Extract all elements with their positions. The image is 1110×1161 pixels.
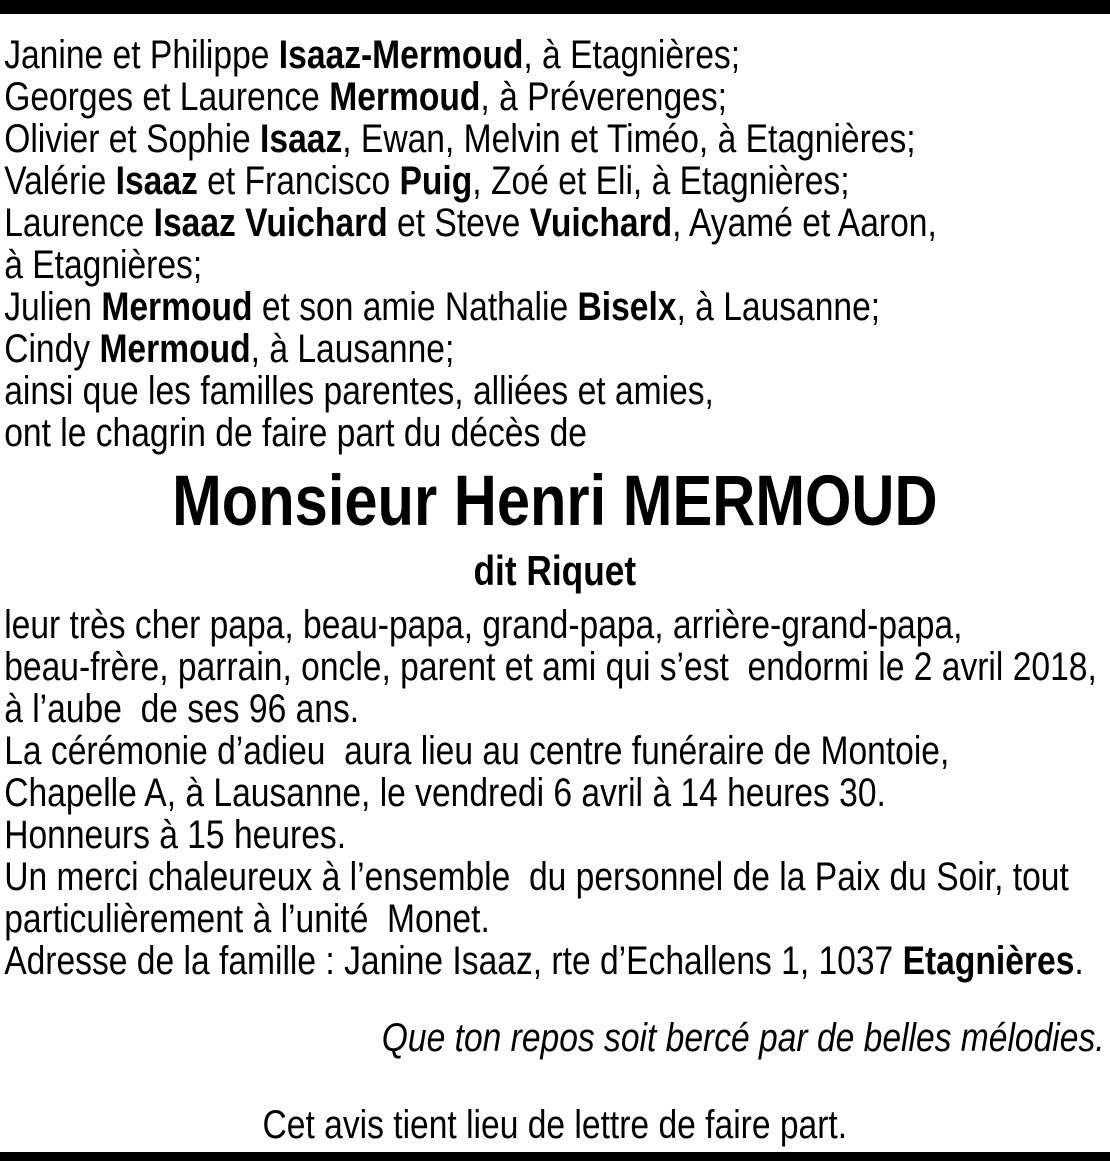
notice-line: à l’aube de ses 96 ans. bbox=[4, 687, 360, 731]
notice-line: beau-frère, parrain, oncle, parent et ami qui s’est endormi le 2 avril 2018, bbox=[4, 645, 1097, 689]
notice-line: Cindy Mermoud, à Lausanne; bbox=[4, 327, 455, 371]
notice-line: Valérie Isaaz et Francisco Puig, Zoé et Eli, à Etagnières; bbox=[4, 159, 850, 203]
notice-line: La cérémonie d’adieu aura lieu au centre funéraire de Montoie, bbox=[4, 729, 950, 773]
deceased-nickname: dit Riquet bbox=[473, 547, 637, 594]
notice-line: Adresse de la famille : Janine Isaaz, rte d’Echallens 1, 1037 Etagnières. bbox=[4, 939, 1084, 983]
notice-line: Honneurs à 15 heures. bbox=[4, 813, 347, 857]
notice-line: Julien Mermoud et son amie Nathalie Biselx, à Lausanne; bbox=[4, 285, 881, 329]
notice-line: ainsi que les familles parentes, alliées et amies, bbox=[4, 369, 714, 413]
deceased-name-title: Monsieur Henri MERMOUD bbox=[172, 462, 938, 541]
notice-line: à Etagnières; bbox=[4, 243, 203, 287]
notice-line: Chapelle A, à Lausanne, le vendredi 6 avril à 14 heures 30. bbox=[4, 771, 886, 815]
epitaph-quote: Que ton repos soit bercé par de belles mélodies. bbox=[381, 1016, 1105, 1060]
notice-line: Un merci chaleureux à l’ensemble du personnel de la Paix du Soir, tout bbox=[4, 855, 1069, 899]
obituary-notice bbox=[0, 14, 1110, 1146]
notice-line: Olivier et Sophie Isaaz, Ewan, Melvin et Timéo, à Etagnières; bbox=[4, 117, 916, 161]
notice-line: Georges et Laurence Mermoud, à Préverenges; bbox=[4, 75, 727, 119]
closing-statement: Cet avis tient lieu de lettre de faire part. bbox=[262, 1103, 848, 1147]
notice-line: leur très cher papa, beau-papa, grand-papa, arrière-grand-papa, bbox=[4, 603, 963, 647]
notice-body-lines bbox=[0, 604, 1110, 982]
notice-line: Laurence Isaaz Vuichard et Steve Vuichard, Ayamé et Aaron, bbox=[4, 201, 937, 245]
notice-line: particulièrement à l’unité Monet. bbox=[4, 897, 490, 941]
bottom-border-bar bbox=[0, 1152, 1110, 1161]
notice-line: Janine et Philippe Isaaz-Mermoud, à Etagnières; bbox=[4, 33, 741, 77]
notice-line: ont le chagrin de faire part du décès de bbox=[4, 411, 587, 455]
top-border-bar bbox=[0, 0, 1110, 14]
family-announcement-lines bbox=[0, 34, 1110, 454]
